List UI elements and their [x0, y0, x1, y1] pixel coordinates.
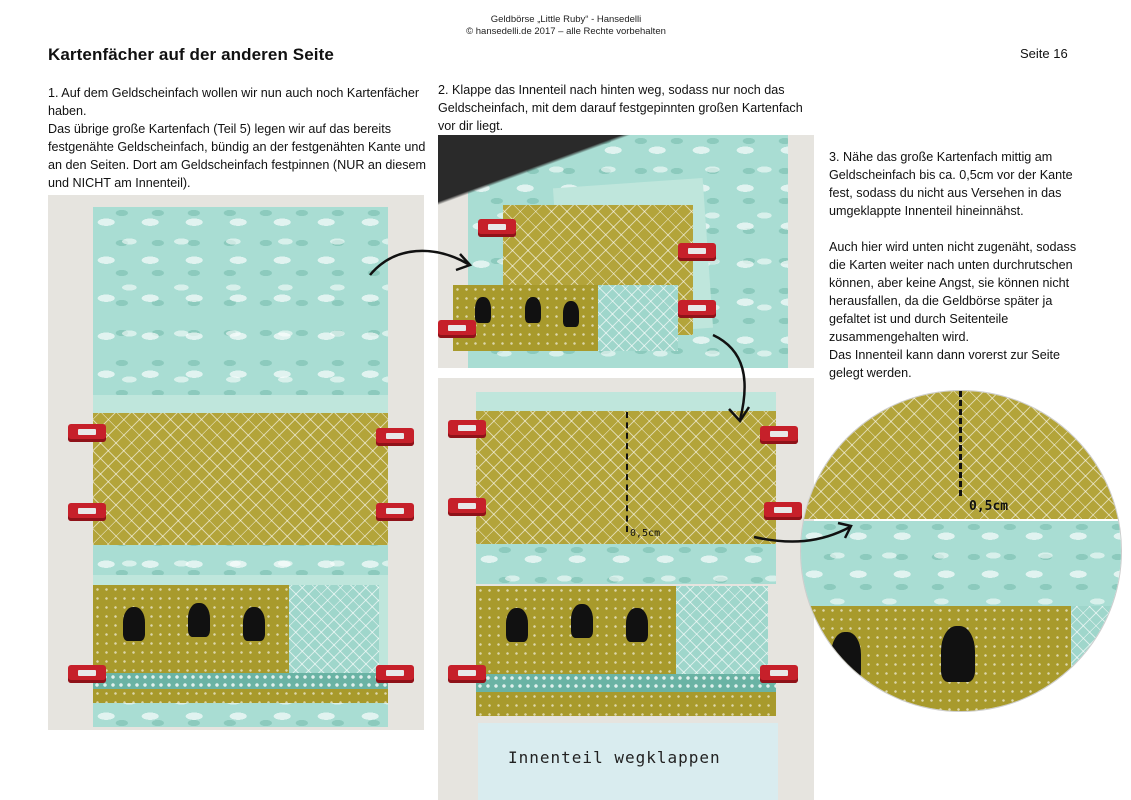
- measure-label: 0,5cm: [630, 528, 661, 539]
- arrow-step1-to-step2: [360, 240, 480, 280]
- card-pocket-fabric: [93, 585, 289, 677]
- card-pocket-fabric: [476, 586, 676, 678]
- document-header-copyright: © hansedelli.de 2017 – alle Rechte vorbehalten: [466, 26, 666, 37]
- step-3-paragraph-1: 3. Nähe das große Kartenfach mittig am Geldscheinfach bis ca. 0,5cm vor der Kante fest, sodass du nicht aus Versehen in das umgeklappte Innenteil hineinnähst.: [829, 150, 1073, 218]
- zoom-sewing-line: [959, 391, 962, 496]
- page-number: Seite 16: [1020, 46, 1068, 61]
- sewing-clip: [678, 243, 716, 261]
- step-2-text: [438, 81, 813, 135]
- sewing-clip: [448, 420, 486, 438]
- sewing-clip: [448, 498, 486, 516]
- hand: [438, 135, 673, 225]
- card-pocket-fabric: [453, 285, 598, 351]
- zoom-card-pocket: [801, 606, 1071, 712]
- step-3-paragraph-2: Auch hier wird unten nicht zugenäht, sodass die Karten weiter nach unten durchrutschen können, aber keine Angst, sie können nicht herausfallen, da die Geldbörse später ja gefaltet ist und durch Seitenteile zusammengehalten wird.: [829, 240, 1077, 344]
- step-3-text: [829, 148, 1089, 382]
- sewing-clip: [376, 503, 414, 521]
- step-2-paragraph-1: 2. Klappe das Innenteil nach hinten weg, sodass nur noch das Geldscheinfach, mit dem darauf festgepinnten großen Kartenfach vor dir liegt.: [438, 83, 803, 133]
- sewing-clip: [760, 665, 798, 683]
- sewing-clip: [760, 426, 798, 444]
- sewing-clip: [376, 428, 414, 446]
- fold-away-label: Innenteil wegklappen: [508, 748, 721, 767]
- arrow-to-zoom: [750, 515, 860, 550]
- sewing-clip: [678, 300, 716, 318]
- sewing-clip: [68, 665, 106, 683]
- sewing-clip: [68, 424, 106, 442]
- zoom-detail-circle: [800, 390, 1122, 712]
- sewing-line-dashed: [626, 412, 628, 532]
- step-1-paragraph-1: 1. Auf dem Geldscheinfach wollen wir nun auch noch Kartenfächer haben.: [48, 86, 420, 118]
- sewing-clip: [438, 320, 476, 338]
- bill-compartment-fabric: [93, 413, 388, 545]
- page-title: Kartenfächer auf der anderen Seite: [48, 45, 334, 64]
- step-1-paragraph-2: Das übrige große Kartenfach (Teil 5) legen wir auf das bereits festgenähte Geldscheinfach, bündig an der festgenähten Kante und an den Seiten. Dort am Geldscheinfach festpinnen (NUR an diesem und NICHT am Innenteil).: [48, 122, 427, 190]
- sewing-clip: [478, 219, 516, 237]
- sewing-clip: [376, 665, 414, 683]
- step-1-text: [48, 84, 428, 192]
- sewing-clip: [68, 503, 106, 521]
- sewing-clip: [448, 665, 486, 683]
- document-header-title: Geldbörse „Little Ruby“ - Hansedelli: [490, 14, 642, 25]
- zoom-measure-label: 0,5cm: [969, 499, 1009, 514]
- step-3-paragraph-3: Das Innenteil kann dann vorerst zur Seite gelegt werden.: [829, 348, 1061, 380]
- arrow-step2-to-step3: [705, 325, 765, 430]
- photo-step-3: [438, 378, 814, 800]
